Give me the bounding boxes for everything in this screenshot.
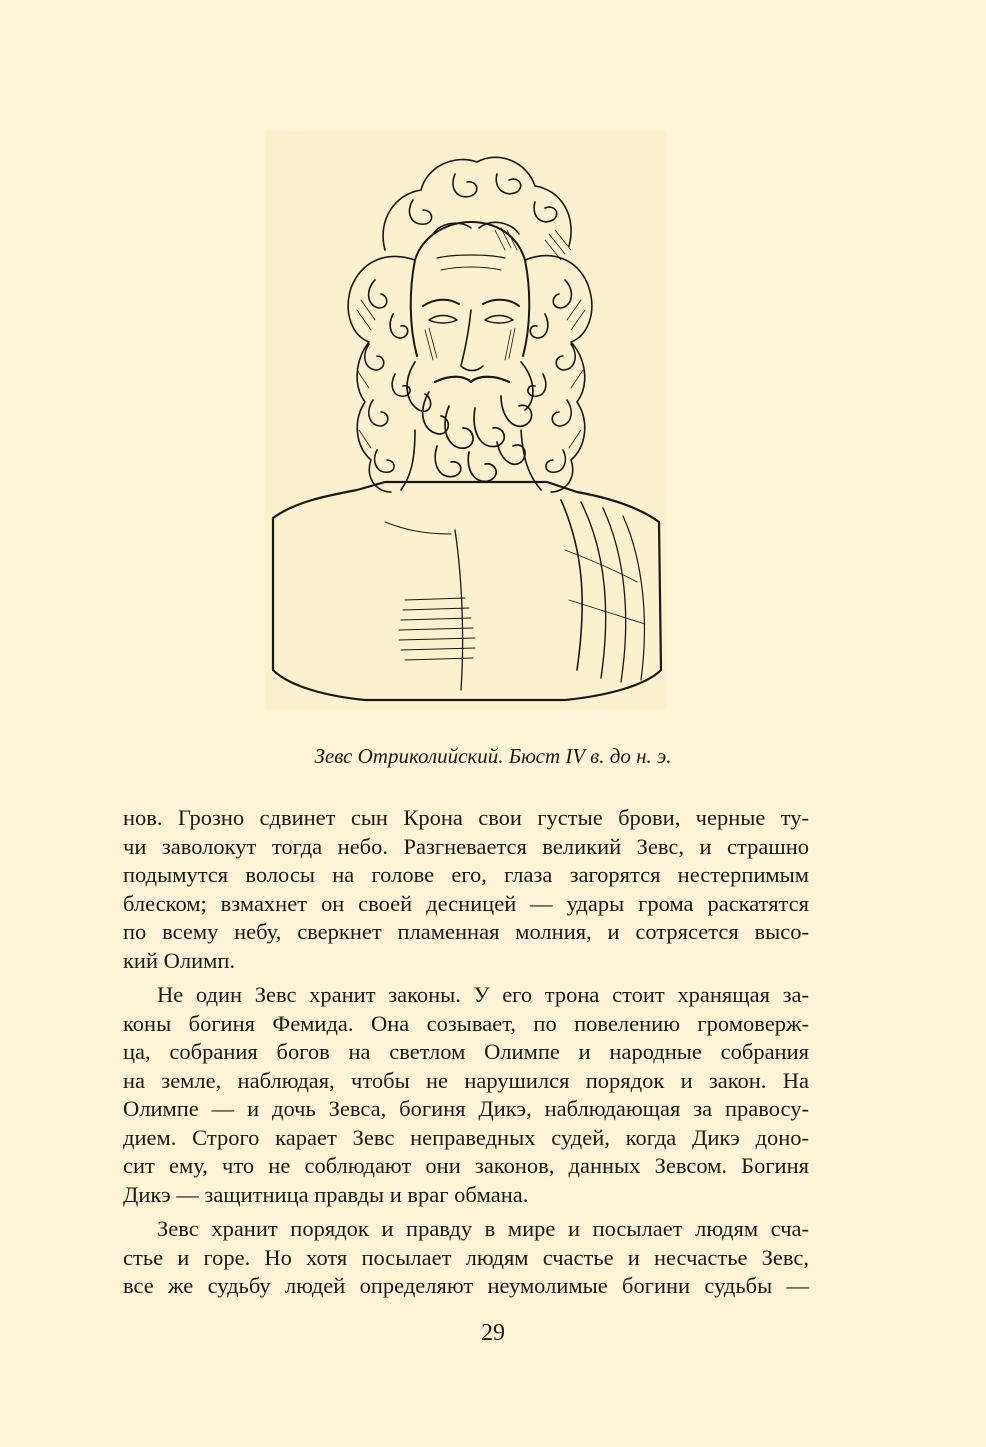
text-line: подымутся волосы на голове его, глаза загорятся нестерпимым [123, 862, 809, 887]
zeus-bust-illustration [265, 130, 667, 710]
text-line: Олимпе — и дочь Зевса, богиня Дикэ, наблюдающая за правосу- [123, 1096, 809, 1121]
text-line: все же судьбу людей определяют неумолимые богини судьбы — [123, 1273, 809, 1298]
text-line: кий Олимп. [123, 947, 236, 973]
text-line: коны богиня Фемида. Она созывает, по повелению громоверж- [123, 1010, 809, 1036]
text-line: дием. Строго карает Зевс неправедных судей, когда Дикэ доно- [123, 1124, 809, 1150]
text-line: Не один Зевс хранит законы. У его трона стоит хранящая за- [157, 982, 809, 1007]
text-line: чи заволокут тогда небо. Разгневается великий Зевс, и страшно [123, 833, 809, 859]
text-line: блеском; взмахнет он своей десницей — удары грома раскатятся [123, 890, 809, 916]
text-line: сит ему, что не соблюдают они законов, данных Зевсом. Богиня [123, 1153, 809, 1178]
text-line: Дикэ — защитница правды и враг обмана. [123, 1181, 529, 1207]
body-text [123, 804, 809, 1301]
paragraph [123, 804, 809, 975]
page-number: 29 [481, 1320, 505, 1346]
text-line: нов. Грозно сдвинет сын Крона свои густые брови, черные ту- [123, 805, 809, 830]
text-line: на земле, наблюдая, чтобы не нарушился порядок и закон. На [123, 1067, 809, 1093]
text-line: по всему небу, сверкнет пламенная молния, и сотрясется высо- [123, 919, 809, 944]
text-line: ца, собрания богов на светлом Олимпе и народные собрания [123, 1039, 809, 1064]
text-line: стье и горе. Но хотя посылает людям счастье и несчастье Зевс, [123, 1244, 809, 1270]
paragraph [123, 1215, 809, 1301]
illustration-caption: Зевс Отриколийский. Бюст IV в. до н. э. [314, 744, 672, 768]
paragraph [123, 981, 809, 1209]
text-line: Зевс хранит порядок и правду в мире и посылает людям сча- [157, 1216, 809, 1241]
zeus-bust-engraving-icon [265, 130, 667, 710]
